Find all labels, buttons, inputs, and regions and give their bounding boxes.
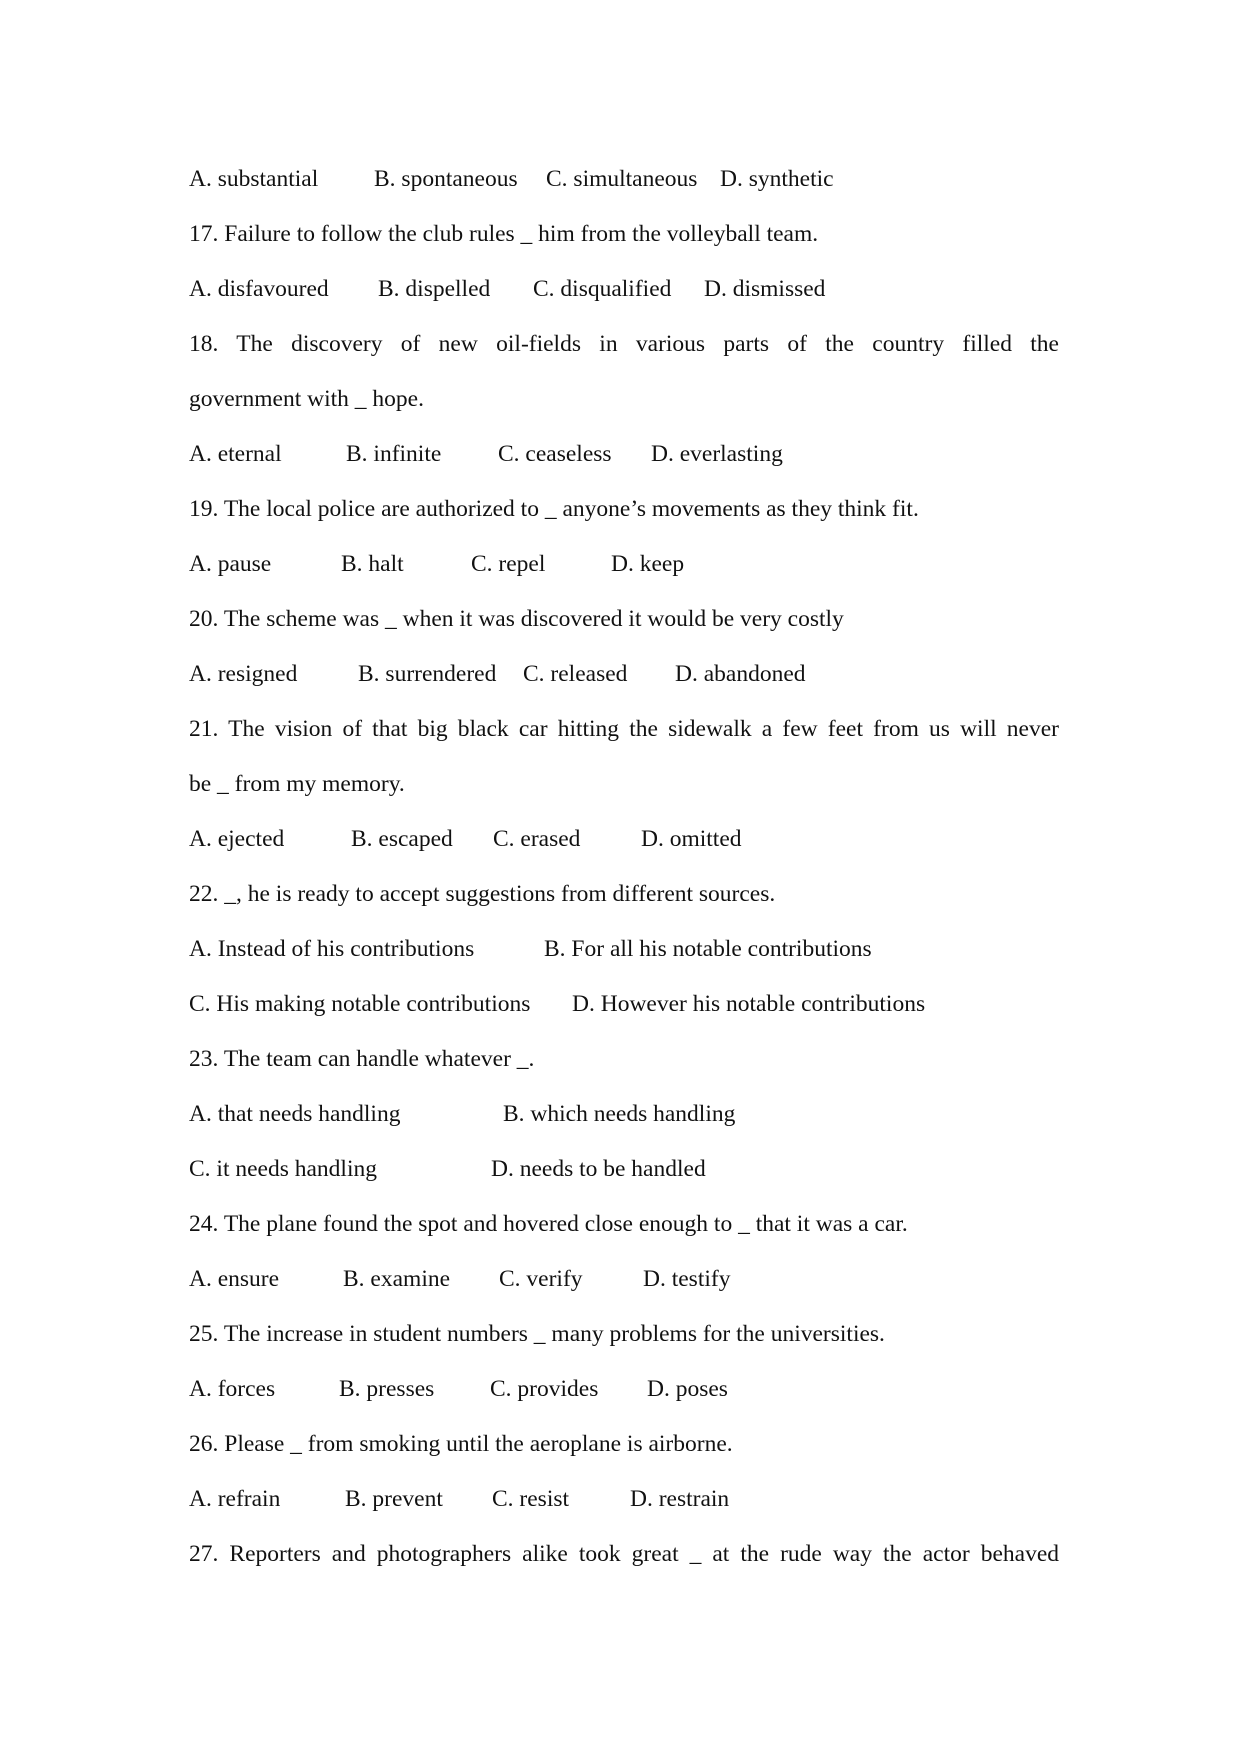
question-18-line-1: 18. The discovery of new oil-fields in various parts of the country filled the [189, 331, 1059, 357]
question-22: 22. _, he is ready to accept suggestions from different sources. [189, 881, 776, 907]
question-27: 27. Reporters and photographers alike took great _ at the rude way the actor behaved [189, 1541, 1059, 1567]
option-a: A. pause [189, 551, 272, 577]
question-18-line-2: government with _ hope. [189, 386, 424, 412]
option-c: C. His making notable contributions [189, 991, 531, 1017]
option-b: B. dispelled [378, 276, 491, 302]
question-19: 19. The local police are authorized to _ anyone’s movements as they think fit. [189, 496, 919, 522]
question-26: 26. Please _ from smoking until the aeroplane is airborne. [189, 1431, 733, 1457]
option-a: A. forces [189, 1376, 276, 1402]
question-21-line-2: be _ from my memory. [189, 771, 405, 797]
option-b: B. For all his notable contributions [544, 936, 872, 962]
option-d: D. synthetic [720, 166, 834, 192]
option-d: D. dismissed [704, 276, 826, 302]
option-b: B. infinite [346, 441, 442, 467]
option-b: B. spontaneous [374, 166, 518, 192]
option-b: B. prevent [345, 1486, 443, 1512]
option-c: C. disqualified [533, 276, 672, 302]
option-a: A. disfavoured [189, 276, 329, 302]
option-b: B. halt [341, 551, 404, 577]
option-d: D. restrain [630, 1486, 730, 1512]
option-a: A. substantial [189, 166, 319, 192]
question-21-line-1: 21. The vision of that big black car hitting the sidewalk a few feet from us will never [189, 716, 1059, 742]
option-a: A. refrain [189, 1486, 281, 1512]
question-17: 17. Failure to follow the club rules _ him from the volleyball team. [189, 221, 819, 247]
option-c: C. verify [499, 1266, 583, 1292]
option-c: C. simultaneous [546, 166, 698, 192]
option-d: D. needs to be handled [491, 1156, 706, 1182]
option-d: D. everlasting [651, 441, 783, 467]
option-d: D. testify [643, 1266, 731, 1292]
option-c: C. provides [490, 1376, 599, 1402]
option-c: C. it needs handling [189, 1156, 377, 1182]
option-c: C. ceaseless [498, 441, 612, 467]
option-a: A. ensure [189, 1266, 280, 1292]
option-a: A. resigned [189, 661, 298, 687]
option-d: D. omitted [641, 826, 742, 852]
option-b: B. surrendered [358, 661, 497, 687]
option-c: C. resist [492, 1486, 570, 1512]
option-b: B. examine [343, 1266, 451, 1292]
question-23: 23. The team can handle whatever _. [189, 1046, 535, 1072]
option-b: B. presses [339, 1376, 435, 1402]
option-d: D. keep [611, 551, 685, 577]
option-c: C. repel [471, 551, 546, 577]
option-b: B. which needs handling [503, 1101, 736, 1127]
question-20: 20. The scheme was _ when it was discovered it would be very costly [189, 606, 844, 632]
question-24: 24. The plane found the spot and hovered close enough to _ that it was a car. [189, 1211, 908, 1237]
option-d: D. abandoned [675, 661, 806, 687]
option-d: D. However his notable contributions [572, 991, 926, 1017]
option-a: A. eternal [189, 441, 282, 467]
option-b: B. escaped [351, 826, 453, 852]
option-a: A. Instead of his contributions [189, 936, 475, 962]
option-d: D. poses [647, 1376, 728, 1402]
option-c: C. erased [493, 826, 581, 852]
question-25: 25. The increase in student numbers _ many problems for the universities. [189, 1321, 885, 1347]
option-a: A. ejected [189, 826, 285, 852]
option-c: C. released [523, 661, 628, 687]
option-a: A. that needs handling [189, 1101, 401, 1127]
